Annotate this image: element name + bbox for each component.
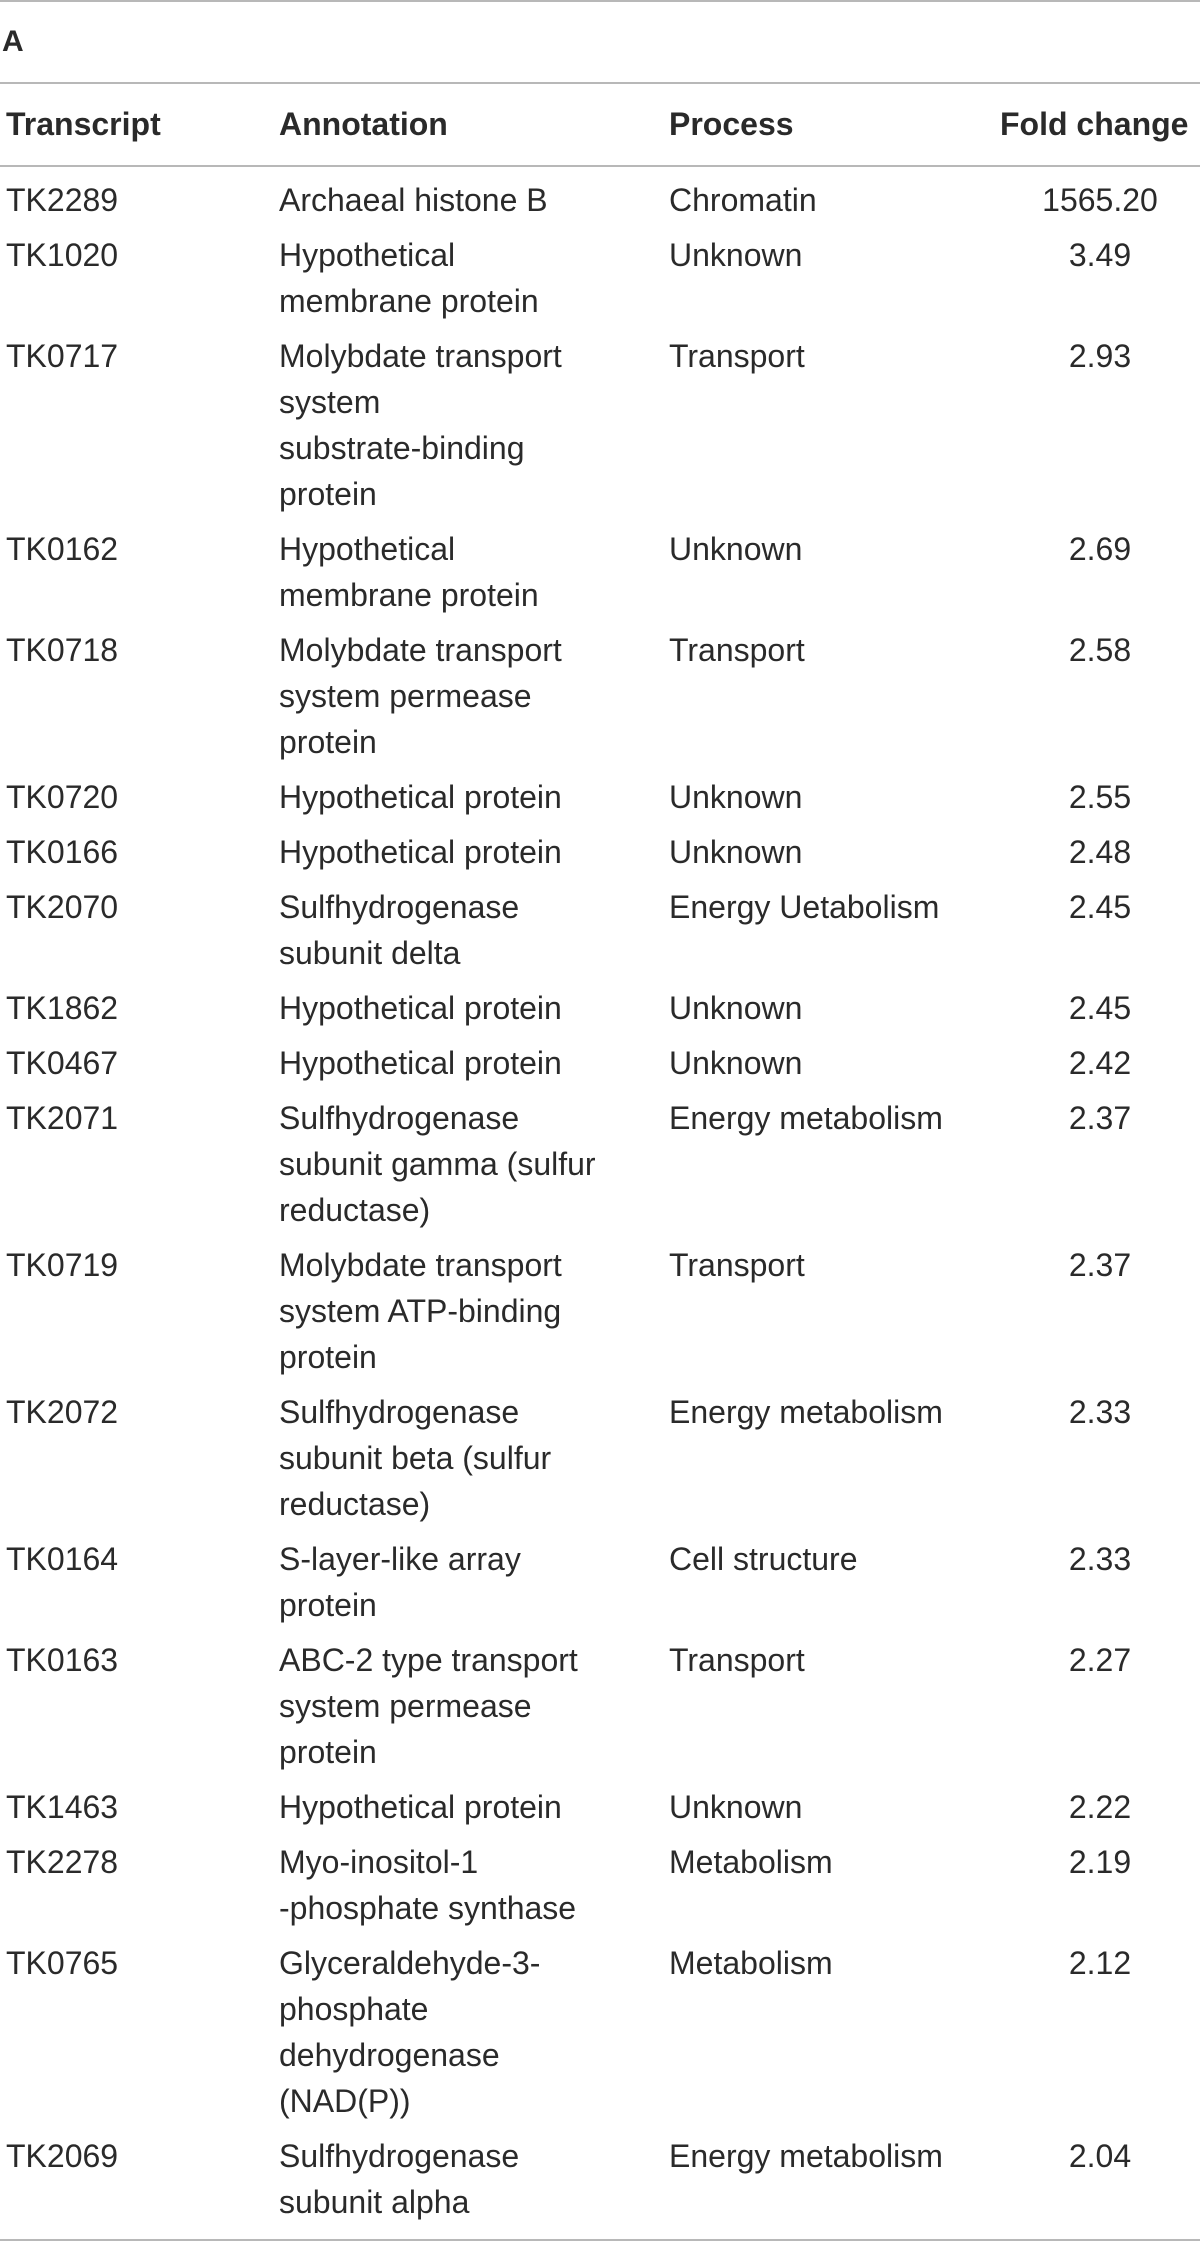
table-row bbox=[0, 232, 1200, 333]
cell-annotation: Sulfhydrogenase subunit beta (sulfur reductase) bbox=[279, 1394, 552, 1522]
cell-annotation: Sulfhydrogenase subunit alpha bbox=[279, 2138, 520, 2220]
table-row bbox=[0, 1637, 1200, 1784]
cell-transcript: TK1862 bbox=[6, 990, 119, 1026]
cell-fold-change: 2.37 bbox=[1068, 1100, 1132, 1136]
cell-annotation: Hypothetical protein bbox=[279, 990, 562, 1026]
header-process: Process bbox=[669, 106, 794, 142]
cell-fold-change: 2.69 bbox=[1068, 531, 1132, 567]
cell-transcript: TK2069 bbox=[6, 2138, 119, 2174]
cell-transcript: TK0164 bbox=[6, 1541, 119, 1577]
table-row bbox=[0, 333, 1200, 526]
table-row bbox=[0, 1784, 1200, 1839]
table-row bbox=[0, 1940, 1200, 2133]
header-transcript: Transcript bbox=[6, 106, 161, 142]
table-row bbox=[0, 1839, 1200, 1940]
cell-transcript: TK0718 bbox=[6, 632, 119, 668]
table-row bbox=[0, 884, 1200, 985]
cell-fold-change: 2.19 bbox=[1068, 1844, 1132, 1880]
cell-annotation: Molybdate transport system ATP-binding protein bbox=[279, 1247, 562, 1375]
table-row bbox=[0, 1536, 1200, 1637]
cell-transcript: TK0163 bbox=[6, 1642, 119, 1678]
table-body bbox=[0, 177, 1200, 2234]
cell-transcript: TK0162 bbox=[6, 531, 119, 567]
cell-process: Unknown bbox=[669, 834, 803, 870]
cell-process: Metabolism bbox=[669, 1844, 833, 1880]
table-row bbox=[0, 2133, 1200, 2234]
cell-annotation: Myo-inositol-1 -phosphate synthase bbox=[279, 1844, 577, 1926]
cell-fold-change: 3.49 bbox=[1068, 237, 1132, 273]
cell-process: Transport bbox=[669, 632, 805, 668]
header-fold-change: Fold change bbox=[1000, 106, 1189, 142]
cell-process: Unknown bbox=[669, 779, 803, 815]
table-row bbox=[0, 774, 1200, 829]
cell-annotation: Hypothetical protein bbox=[279, 834, 562, 870]
header-annotation: Annotation bbox=[279, 106, 448, 142]
cell-process: Transport bbox=[669, 1247, 805, 1283]
top-rule bbox=[0, 0, 1200, 2]
cell-process: Chromatin bbox=[669, 182, 817, 218]
cell-transcript: TK0719 bbox=[6, 1247, 119, 1283]
cell-annotation: ABC-2 type transport system permease protein bbox=[279, 1642, 578, 1770]
cell-annotation: Molybdate transport system permease protein bbox=[279, 632, 562, 760]
panel-label: A bbox=[2, 25, 24, 58]
cell-transcript: TK2071 bbox=[6, 1100, 119, 1136]
cell-annotation: Glyceraldehyde-3- phosphate dehydrogenase (NAD(P)) bbox=[279, 1945, 541, 2119]
cell-process: Transport bbox=[669, 1642, 805, 1678]
cell-transcript: TK0720 bbox=[6, 779, 119, 815]
cell-annotation: Hypothetical protein bbox=[279, 1045, 562, 1081]
cell-annotation: Sulfhydrogenase subunit gamma (sulfur reductase) bbox=[279, 1100, 596, 1228]
cell-process: Transport bbox=[669, 338, 805, 374]
bottom-rule bbox=[0, 2239, 1200, 2241]
table-row bbox=[0, 627, 1200, 774]
cell-process: Energy metabolism bbox=[669, 1394, 943, 1430]
cell-annotation: Molybdate transport system substrate-binding protein bbox=[279, 338, 562, 512]
cell-process: Metabolism bbox=[669, 1945, 833, 1981]
cell-fold-change: 2.33 bbox=[1068, 1541, 1132, 1577]
cell-transcript: TK0467 bbox=[6, 1045, 119, 1081]
cell-fold-change: 2.04 bbox=[1068, 2138, 1132, 2174]
cell-process: Cell structure bbox=[669, 1541, 858, 1577]
cell-fold-change: 2.42 bbox=[1068, 1045, 1132, 1081]
cell-transcript: TK2278 bbox=[6, 1844, 119, 1880]
cell-annotation: Hypothetical membrane protein bbox=[279, 237, 539, 319]
cell-process: Energy metabolism bbox=[669, 2138, 943, 2174]
header-bottom-rule bbox=[0, 165, 1200, 167]
cell-process: Unknown bbox=[669, 531, 803, 567]
cell-transcript: TK0765 bbox=[6, 1945, 119, 1981]
cell-fold-change: 2.48 bbox=[1068, 834, 1132, 870]
cell-transcript: TK2072 bbox=[6, 1394, 119, 1430]
table-row bbox=[0, 1040, 1200, 1095]
cell-fold-change: 2.45 bbox=[1068, 990, 1132, 1026]
cell-annotation: Archaeal histone B bbox=[279, 182, 548, 218]
cell-process: Unknown bbox=[669, 1789, 803, 1825]
table-header bbox=[0, 98, 1200, 150]
cell-process: Unknown bbox=[669, 990, 803, 1026]
cell-fold-change: 2.33 bbox=[1068, 1394, 1132, 1430]
cell-annotation: Hypothetical membrane protein bbox=[279, 531, 539, 613]
cell-transcript: TK2289 bbox=[6, 182, 119, 218]
cell-process: Unknown bbox=[669, 1045, 803, 1081]
cell-fold-change: 2.27 bbox=[1068, 1642, 1132, 1678]
cell-transcript: TK1020 bbox=[6, 237, 119, 273]
cell-transcript: TK1463 bbox=[6, 1789, 119, 1825]
cell-annotation: Sulfhydrogenase subunit delta bbox=[279, 889, 520, 971]
cell-fold-change: 2.45 bbox=[1068, 889, 1132, 925]
header-top-rule bbox=[0, 82, 1200, 84]
table-row bbox=[0, 985, 1200, 1040]
cell-fold-change: 2.55 bbox=[1068, 779, 1132, 815]
table-row bbox=[0, 1242, 1200, 1389]
cell-fold-change: 2.37 bbox=[1068, 1247, 1132, 1283]
cell-fold-change: 2.58 bbox=[1068, 632, 1132, 668]
cell-fold-change: 2.12 bbox=[1068, 1945, 1132, 1981]
cell-transcript: TK2070 bbox=[6, 889, 119, 925]
table-row bbox=[0, 1095, 1200, 1242]
cell-annotation: S-layer-like array protein bbox=[279, 1541, 521, 1623]
cell-process: Energy Uetabolism bbox=[669, 889, 940, 925]
cell-fold-change: 2.22 bbox=[1068, 1789, 1132, 1825]
table-row bbox=[0, 829, 1200, 884]
cell-transcript: TK0166 bbox=[6, 834, 119, 870]
cell-annotation: Hypothetical protein bbox=[279, 1789, 562, 1825]
table-row bbox=[0, 526, 1200, 627]
cell-annotation: Hypothetical protein bbox=[279, 779, 562, 815]
cell-fold-change: 2.93 bbox=[1068, 338, 1132, 374]
table-row bbox=[0, 1389, 1200, 1536]
cell-transcript: TK0717 bbox=[6, 338, 119, 374]
table-row bbox=[0, 177, 1200, 232]
cell-process: Energy metabolism bbox=[669, 1100, 943, 1136]
cell-process: Unknown bbox=[669, 237, 803, 273]
cell-fold-change: 1565.20 bbox=[1042, 182, 1158, 218]
